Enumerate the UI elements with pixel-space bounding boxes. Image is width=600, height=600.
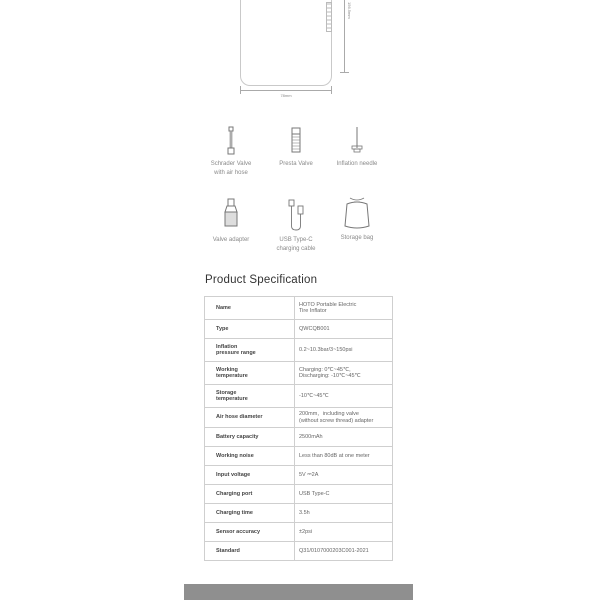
height-dimension-line <box>344 0 345 72</box>
spec-value-line: Q31/0107000203C001-2021 <box>299 547 369 554</box>
spec-key-line: pressure range <box>216 350 256 356</box>
presta-valve-icon <box>289 126 303 156</box>
width-dimension-label: 78mm <box>280 93 292 98</box>
accessory-label-line1: Presta Valve <box>279 161 313 167</box>
width-dimension-line <box>240 90 332 91</box>
spec-row <box>205 408 393 428</box>
spec-row <box>205 523 393 542</box>
spec-key-line: Battery capacity <box>216 433 259 440</box>
spec-row <box>205 542 393 561</box>
spec-title: Product Specification <box>205 274 318 286</box>
spec-value <box>295 339 393 362</box>
accessory-label-line2: with air hose <box>214 170 248 176</box>
spec-key <box>205 466 295 485</box>
spec-key-line: Name <box>216 304 231 311</box>
spec-key <box>205 297 295 320</box>
footer-bar <box>184 584 413 600</box>
spec-table <box>204 296 393 561</box>
spec-key-line: Sensor accuracy <box>216 528 261 535</box>
usb-cable-icon <box>287 198 305 232</box>
spec-key <box>205 504 295 523</box>
spec-key-line: temperature <box>216 373 248 379</box>
spec-key-line: Working noise <box>216 452 254 459</box>
spec-key <box>205 523 295 542</box>
accessory-label-line1: Valve adapter <box>212 237 250 243</box>
valve-adapter-icon <box>222 198 240 230</box>
spec-value <box>295 542 393 561</box>
spec-value-line: Less than 80dB at one meter <box>299 452 370 459</box>
spec-value-line: Tire Inflator <box>299 308 327 314</box>
spec-key <box>205 447 295 466</box>
spec-row <box>205 428 393 447</box>
spec-row <box>205 447 393 466</box>
spec-key <box>205 339 295 362</box>
spec-value <box>295 320 393 339</box>
spec-value-line: -10℃~45℃ <box>299 392 329 399</box>
spec-value <box>295 385 393 408</box>
accessory-label-line1: Schrader Valve <box>210 161 252 167</box>
spec-value-line: 3.5h <box>299 509 310 516</box>
spec-value-line: Charging: 0℃~45℃, <box>299 366 351 373</box>
spec-key-line: Standard <box>216 547 240 554</box>
accessory-label-line1: Storage bag <box>340 235 374 241</box>
spec-key <box>205 320 295 339</box>
schrader-valve-icon <box>224 126 238 156</box>
spec-value-line: HOTO Portable Electric <box>299 301 357 308</box>
height-dimension-label: 156.5mm <box>347 2 352 19</box>
spec-key-line: Storage <box>216 389 237 396</box>
spec-value <box>295 504 393 523</box>
spec-key <box>205 428 295 447</box>
spec-value <box>295 447 393 466</box>
spec-value <box>295 362 393 385</box>
spec-value-line: Discharging: -10℃~45℃ <box>299 373 361 379</box>
spec-value <box>295 523 393 542</box>
spec-key <box>205 542 295 561</box>
spec-key-line: Charging time <box>216 509 253 516</box>
height-dimension-cap <box>340 72 349 73</box>
spec-row <box>205 385 393 408</box>
spec-value <box>295 297 393 320</box>
spec-value-line: (without screw thread) adapter <box>299 417 374 424</box>
spec-key-line: Input voltage <box>216 471 251 478</box>
spec-value <box>295 485 393 504</box>
spec-value-line: ±2psi <box>299 528 313 535</box>
accessory-inflation-needle <box>309 126 405 169</box>
spec-key <box>205 485 295 504</box>
spec-key <box>205 385 295 408</box>
spec-key-line: Working <box>216 366 238 373</box>
spec-row <box>205 320 393 339</box>
spec-value <box>295 428 393 447</box>
accessory-label-line1: Inflation needle <box>336 161 378 167</box>
spec-key-line: Air hose diameter <box>216 414 263 421</box>
accessory-label-line2: charging cable <box>276 246 316 252</box>
spec-value-line: 2500mAh <box>299 433 323 440</box>
spec-row <box>205 504 393 523</box>
inflation-needle-icon <box>350 126 364 156</box>
device-outline <box>240 0 332 86</box>
spec-row <box>205 485 393 504</box>
accessory-storage-bag <box>309 196 405 243</box>
spec-value <box>295 408 393 428</box>
spec-key-line: Type <box>216 325 229 332</box>
spec-key-line: Charging port <box>216 490 253 497</box>
spec-value-line: QWCQB001 <box>299 325 330 332</box>
spec-value-line: 0.2~10.3bar/3~150psi <box>299 346 353 353</box>
spec-key <box>205 362 295 385</box>
spec-key-line: temperature <box>216 396 248 402</box>
spec-row <box>205 297 393 320</box>
device-side-button <box>326 2 332 32</box>
spec-value-line: 200mm，including valve <box>299 411 359 417</box>
spec-value <box>295 466 393 485</box>
spec-value-line: USB Type-C <box>299 490 330 497</box>
accessory-label-line1: USB Type-C <box>279 237 313 243</box>
storage-bag-icon <box>342 196 372 230</box>
spec-value-line: 5V ⎓2A <box>299 471 319 478</box>
spec-row <box>205 466 393 485</box>
spec-key-line: Inflation <box>216 343 238 350</box>
spec-row <box>205 362 393 385</box>
spec-key <box>205 408 295 428</box>
spec-row <box>205 339 393 362</box>
